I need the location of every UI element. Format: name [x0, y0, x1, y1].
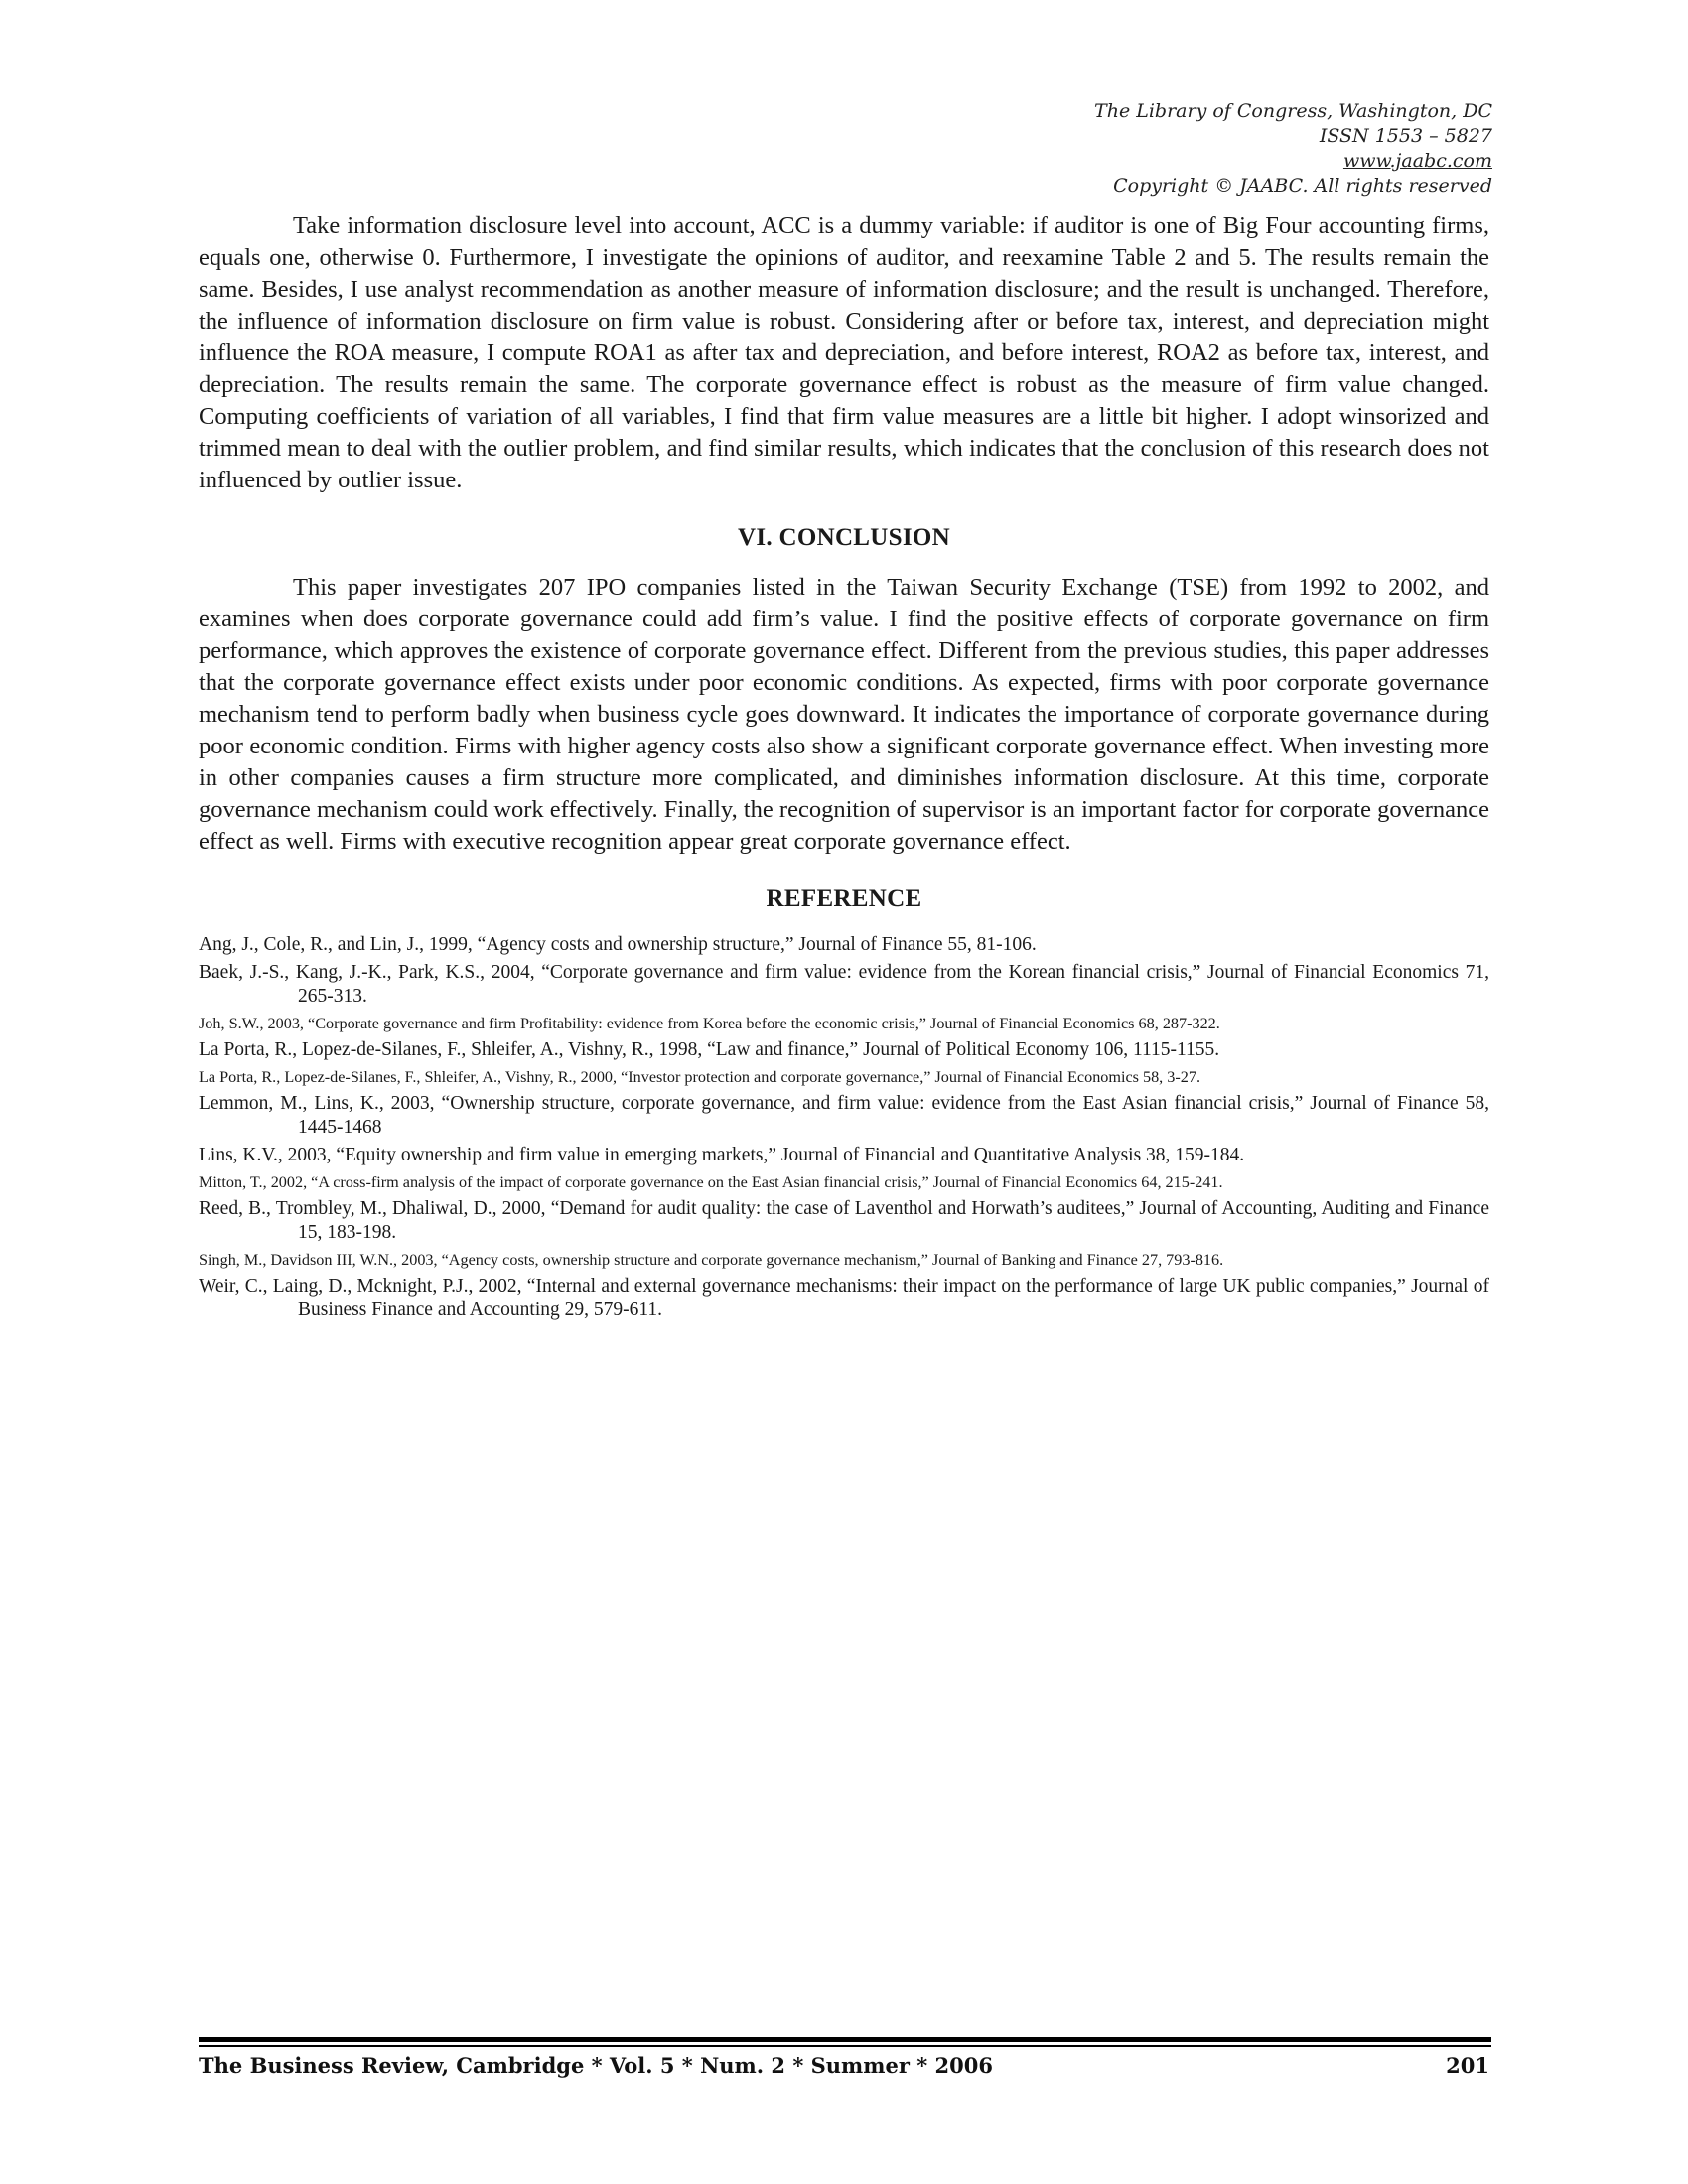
footer-thin-rule	[199, 2045, 1491, 2047]
reference-heading: REFERENCE	[766, 886, 922, 912]
page-header	[1094, 99, 1492, 199]
reference-item: Mitton, T., 2002, “A cross-firm analysis of the impact of corporate governance on the East Asian financial crisis,” Journal of Financial Economics 64, 215-241.	[199, 1173, 1223, 1191]
reference-item: Baek, J.-S., Kang, J.-K., Park, K.S., 2004, “Corporate governance and firm value: evidence from the Korean financial crisis,” Journal of Financial Economics 71, 265-313.	[199, 962, 1489, 1007]
reference-item: Lins, K.V., 2003, “Equity ownership and firm value in emerging markets,” Journal of Financial and Quantitative Analysis 38, 159-184.	[199, 1145, 1245, 1165]
header-library: The Library of Congress, Washington, DC	[1094, 100, 1492, 122]
header-website-link[interactable]: www.jaabc.com	[1342, 150, 1492, 172]
main-content	[199, 210, 1489, 1326]
reference-item: Singh, M., Davidson III, W.N., 2003, “Agency costs, ownership structure and corporate governance mechanism,” Journal of Banking and Finance 27, 793-816.	[199, 1251, 1224, 1269]
page-number: 201	[1446, 2053, 1489, 2078]
footer-thick-rule	[199, 2037, 1491, 2042]
reference-item: La Porta, R., Lopez-de-Silanes, F., Shleifer, A., Vishny, R., 2000, “Investor protection and corporate governance,” Journal of Financial Economics 58, 3-27.	[199, 1068, 1200, 1086]
footer-journal-info: The Business Review, Cambridge * Vol. 5 * Num. 2 * Summer * 2006	[199, 2053, 993, 2078]
conclusion-paragraph: This paper investigates 207 IPO companies listed in the Taiwan Security Exchange (TSE) from 1992 to 2002, and examines when does corporate governance could add firm’s value. I find the positive effects of corporate governance on firm performance, which approves the existence of corporate governance effect. Different from the previous studies, this paper addresses that the corporate governance effect exists under poor economic conditions. As expected, firms with poor corporate governance mechanism tend to perform badly when business cycle goes downward. It indicates the importance of corporate governance during poor economic condition. Firms with higher agency costs also show a significant corporate governance effect. When investing more in other companies causes a firm structure more complicated, and diminishes information disclosure. At this time, corporate governance mechanism could work effectively. Finally, the recognition of supervisor is an important factor for corporate governance effect as well. Firms with executive recognition appear great corporate governance effect.	[199, 574, 1489, 855]
conclusion-heading: VI. CONCLUSION	[738, 524, 950, 551]
intro-paragraph: Take information disclosure level into account, ACC is a dummy variable: if auditor is one of Big Four accounting firms, equals one, otherwise 0. Furthermore, I investigate the opinions of auditor, and reexamine Table 2 and 5. The results remain the same. Besides, I use analyst recommendation as another measure of information disclosure; and the result is unchanged. Therefore, the influence of information disclosure on firm value is robust. Considering after or before tax, interest, and depreciation might influence the ROA measure, I compute ROA1 as after tax and depreciation, and before interest, ROA2 as before tax, interest, and depreciation. The results remain the same. The corporate governance effect is robust as the measure of firm value changed. Computing coefficients of variation of all variables, I find that firm value measures are a little bit higher. I adopt winsorized and trimmed mean to deal with the outlier problem, and find similar results, which indicates that the conclusion of this research does not influenced by outlier issue.	[199, 212, 1489, 493]
reference-item: La Porta, R., Lopez-de-Silanes, F., Shleifer, A., Vishny, R., 1998, “Law and finance,” Journal of Political Economy 106, 1115-1155.	[199, 1039, 1220, 1060]
reference-item: Reed, B., Trombley, M., Dhaliwal, D., 2000, “Demand for audit quality: the case of Laventhol and Horwath’s auditees,” Journal of Accounting, Auditing and Finance 15, 183-198.	[199, 1198, 1489, 1243]
reference-item: Lemmon, M., Lins, K., 2003, “Ownership structure, corporate governance, and firm value: evidence from the East Asian financial crisis,” Journal of Finance 58, 1445-1468	[199, 1093, 1489, 1138]
reference-item: Joh, S.W., 2003, “Corporate governance and firm Profitability: evidence from Korea before the economic crisis,” Journal of Financial Economics 68, 287-322.	[199, 1015, 1220, 1032]
header-copyright: Copyright © JAABC. All rights reserved	[1113, 175, 1492, 197]
reference-list	[199, 933, 1489, 1322]
reference-item: Weir, C., Laing, D., Mcknight, P.J., 2002, “Internal and external governance mechanisms: their impact on the performance of large UK public companies,” Journal of Business Finance and Accounting 29, 579-611.	[199, 1276, 1489, 1320]
reference-item: Ang, J., Cole, R., and Lin, J., 1999, “Agency costs and ownership structure,” Journal of Finance 55, 81-106.	[199, 934, 1037, 955]
header-issn: ISSN 1553 – 5827	[1319, 125, 1492, 147]
